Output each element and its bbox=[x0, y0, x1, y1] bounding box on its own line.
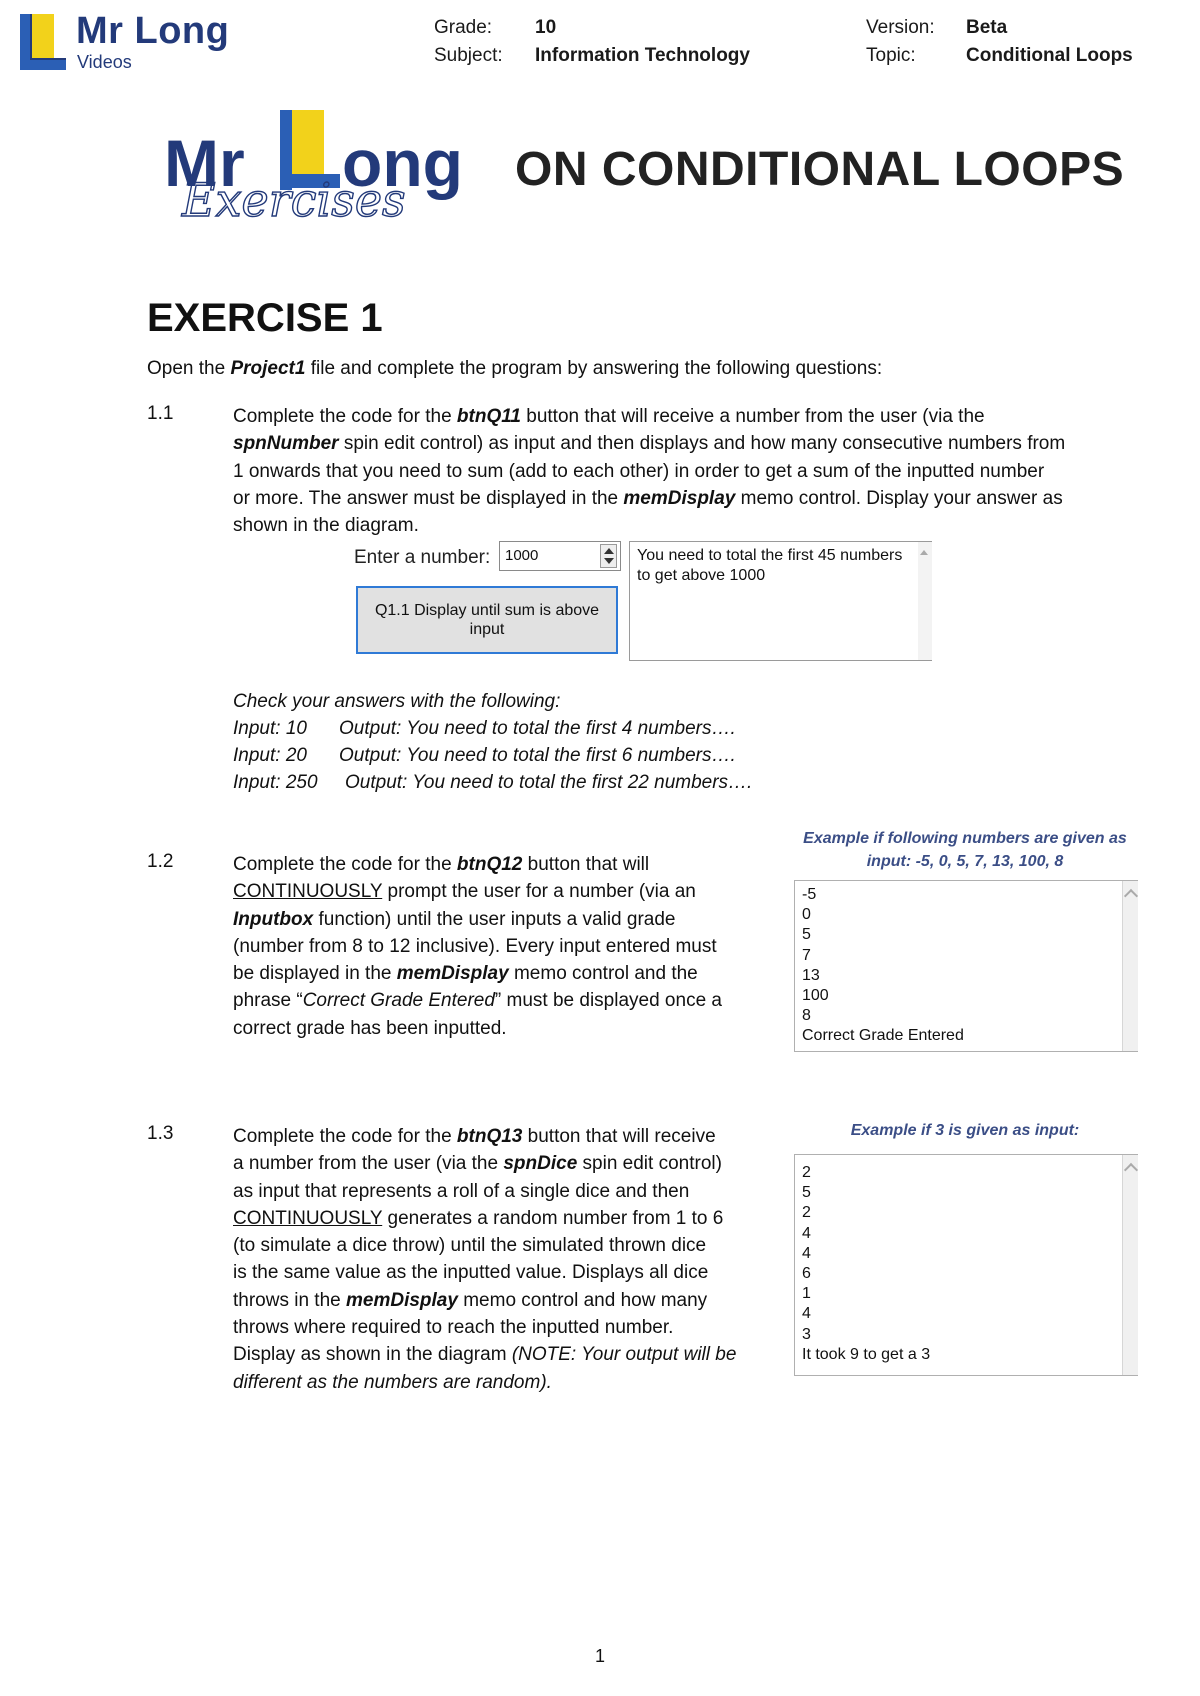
memo-line: 5 bbox=[802, 926, 811, 944]
memo-line: 8 bbox=[802, 1007, 811, 1025]
question-number-1-2: 1.2 bbox=[147, 851, 174, 872]
spin-arrows-icon[interactable] bbox=[600, 544, 617, 568]
memo-line: 4 bbox=[802, 1224, 811, 1242]
memo-line: 7 bbox=[802, 946, 811, 964]
check-row-input: Input: 250 bbox=[233, 772, 318, 793]
spin-number-input[interactable]: 1000 bbox=[499, 541, 621, 571]
check-row-output: Output: You need to total the first 22 numbers…. bbox=[345, 772, 753, 793]
topic-value: Conditional Loops bbox=[966, 45, 1133, 66]
memo-line: 2 bbox=[802, 1164, 811, 1181]
q13-memo-display bbox=[794, 1154, 1138, 1376]
check-row-output: Output: You need to total the first 6 numbers…. bbox=[339, 745, 736, 766]
memo-line: Correct Grade Entered bbox=[802, 1027, 964, 1045]
check-heading: Check your answers with the following: bbox=[233, 691, 561, 712]
memo-line: 3 bbox=[802, 1325, 811, 1343]
grade-value: 10 bbox=[535, 17, 557, 38]
q11-display-button[interactable]: Q1.1 Display until sum is above input bbox=[356, 586, 618, 654]
q11-memo-display: You need to total the first 45 numbers to get above 1000 bbox=[629, 541, 932, 661]
memo-line: -5 bbox=[802, 886, 817, 903]
check-row-output: Output: You need to total the first 4 numbers…. bbox=[339, 718, 736, 739]
memo-line: 5 bbox=[802, 1184, 811, 1202]
q13-memo-lines bbox=[802, 1163, 930, 1365]
enter-number-label: Enter a number: bbox=[354, 547, 491, 568]
memo-scrollbar[interactable] bbox=[1122, 1155, 1138, 1375]
topic-label: Topic: bbox=[866, 45, 916, 66]
subject-value: Information Technology bbox=[535, 45, 750, 66]
q13-example-caption: Example if 3 is given as input: bbox=[850, 1122, 1080, 1139]
memo-line: 13 bbox=[802, 966, 820, 984]
check-row-input: Input: 20 bbox=[233, 745, 307, 766]
scroll-up-icon bbox=[1124, 889, 1138, 903]
version-value: Beta bbox=[966, 17, 1008, 38]
question-number-1-3: 1.3 bbox=[147, 1123, 174, 1144]
memo-line: 100 bbox=[802, 987, 829, 1005]
subject-label: Subject: bbox=[434, 45, 503, 66]
header-logo-icon bbox=[20, 14, 66, 70]
banner-logo bbox=[160, 104, 480, 224]
memo-scrollbar[interactable] bbox=[1122, 881, 1138, 1051]
memo-line: 4 bbox=[802, 1244, 811, 1262]
version-label: Version: bbox=[866, 17, 935, 38]
svg-text:Mr: Mr bbox=[164, 126, 245, 200]
svg-text:ong: ong bbox=[342, 126, 463, 200]
exercise-intro: Open the Project1 file and complete the program by answering the following questions: bbox=[147, 358, 883, 379]
exercise-heading: EXERCISE 1 bbox=[147, 296, 383, 340]
header-logo-title: Mr Long bbox=[76, 10, 230, 52]
memo-line: It took 9 to get a 3 bbox=[802, 1345, 931, 1363]
q12-example-caption: Example if following numbers are given as input: -5, 0, 5, 7, 13, 100, 8 bbox=[803, 830, 1127, 870]
q11-example-form bbox=[354, 541, 932, 661]
header-logo-subtitle: Videos bbox=[77, 52, 132, 72]
memo-scrollbar[interactable] bbox=[918, 542, 932, 660]
page-number: 1 bbox=[594, 1646, 605, 1666]
q12-memo-display bbox=[794, 880, 1138, 1052]
memo-line: 4 bbox=[802, 1305, 811, 1323]
memo-line: 0 bbox=[802, 906, 811, 924]
memo-line: 6 bbox=[802, 1265, 811, 1283]
banner-title: ON CONDITIONAL LOOPS bbox=[515, 143, 1125, 196]
svg-text:Exercises: Exercises bbox=[182, 173, 406, 224]
scroll-up-icon bbox=[920, 550, 928, 555]
check-row-input: Input: 10 bbox=[233, 718, 307, 739]
question-1-1-text: Complete the code for the btnQ11 button that will receive a number from the user (via the spnNumber spin edit control) as input and then displays and how many consecutive numbers from 1 onwards that you need to sum (add to each other) in order to get a sum of the inputted number or more. The answer must be displayed in the memDisplay memo control. Display your answer as shown in the diagram. bbox=[233, 406, 1066, 537]
q12-memo-lines bbox=[802, 885, 964, 1047]
scroll-up-icon bbox=[1124, 1163, 1138, 1177]
question-1-2-text: Complete the code for the btnQ12 button that will CONTINUOUSLY prompt the user for a number (via an Inputbox function) until the user inputs a valid grade (number from 8 to 12 inclusive). Every input entered must be displayed in the memDisplay memo control and the phrase “Correct Grade Entered” must be displayed once a correct grade has been inputted. bbox=[233, 854, 722, 1039]
grade-label: Grade: bbox=[434, 17, 493, 38]
question-number-1-1: 1.1 bbox=[147, 403, 174, 424]
memo-line: 2 bbox=[802, 1204, 811, 1222]
memo-line: 1 bbox=[802, 1285, 811, 1303]
question-1-3-text: Complete the code for the btnQ13 button that will receive a number from the user (via the spnDice spin edit control) as input that represents a roll of a single dice and then CONTINUOUSLY generates a random number from 1 to 6 (to simulate a dice throw) until the simulated thrown dice is the same value as the inputted value. Displays all dice throws in the memDisplay memo control and how many throws where required to reach the inputted number. Display as shown in the diagram (NOTE: Your output will be different as the numbers are random). bbox=[233, 1126, 737, 1393]
